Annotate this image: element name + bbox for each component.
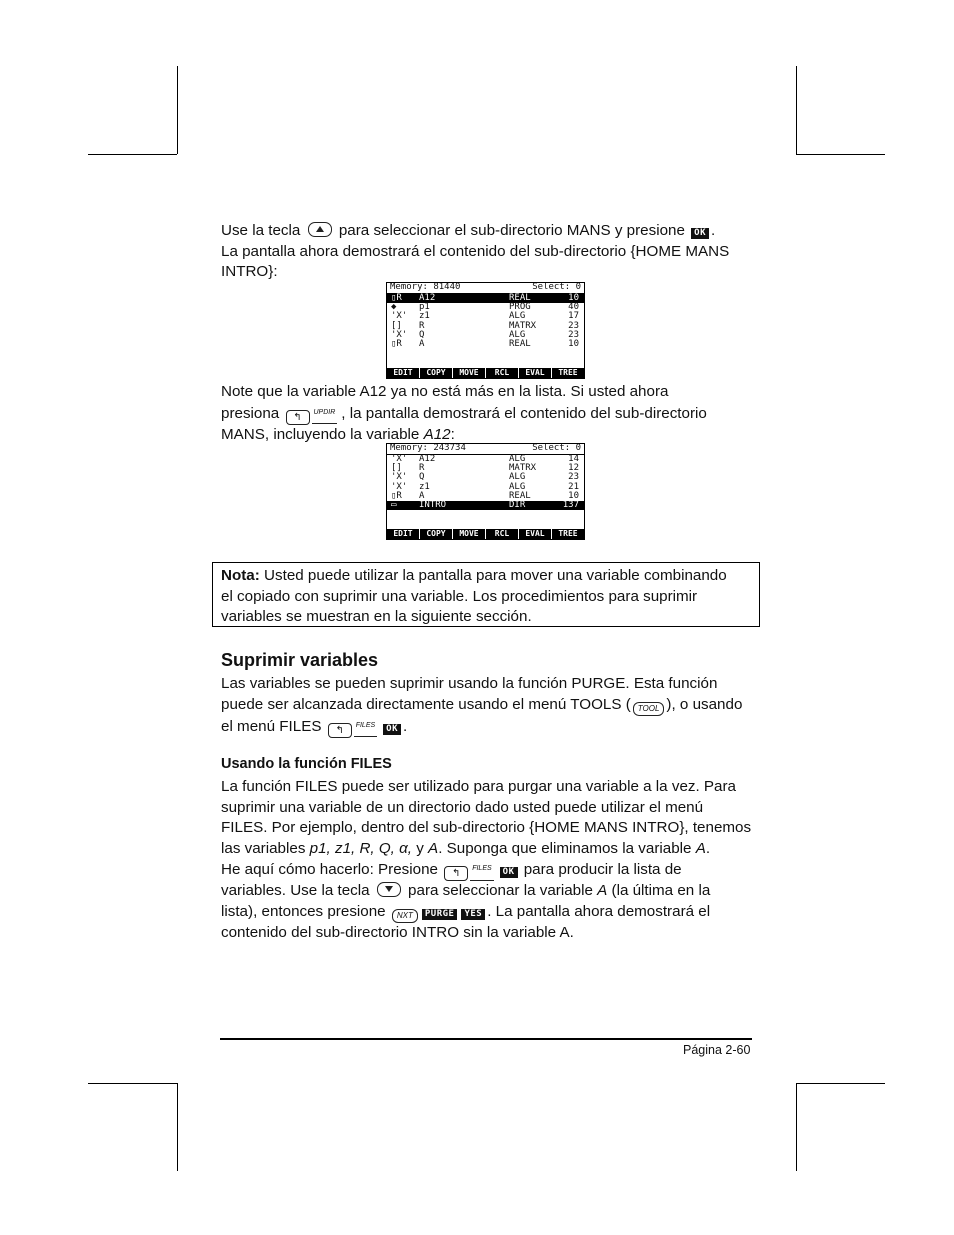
softkey-menu (387, 368, 584, 378)
sub-line-6 (221, 881, 761, 902)
text: , la pantalla demostrará el contenido del sub-directorio (341, 404, 707, 422)
var-type: MATRX (509, 463, 537, 474)
type-icon: 'X' (391, 481, 408, 492)
text: . (403, 717, 408, 735)
sub-line-3: FILES. Por ejemplo, dentro del sub-directorio {HOME MANS INTRO}, tenemos (221, 819, 752, 837)
text: MANS, incluyendo la variable (221, 425, 424, 443)
crop-mark (796, 1083, 885, 1084)
calculator-screen-2 (386, 443, 585, 540)
calculator-screen-1 (386, 282, 585, 379)
ok-softkey-icon: OK (500, 867, 518, 878)
ok-softkey-icon: OK (383, 724, 401, 735)
softkey-tree: TREE (552, 368, 584, 378)
type-icon: [] (391, 320, 402, 331)
var-type: DIR (509, 499, 526, 510)
var-size: 137 (562, 499, 579, 510)
note-box (212, 562, 760, 627)
yes-softkey-icon: YES (461, 909, 485, 920)
type-icon: 'X' (391, 454, 408, 464)
sub-line-5 (221, 859, 761, 881)
softkey-menu (387, 529, 584, 539)
text: el menú FILES (221, 717, 322, 735)
var-name: R (419, 463, 425, 474)
crop-mark (177, 1083, 178, 1171)
note-label: Nota: (221, 567, 260, 584)
section-heading: Suprimir variables (221, 650, 379, 670)
paragraph-2 (221, 382, 761, 445)
select-readout: Select: 0 (532, 443, 581, 453)
softkey-rcl: RCL (486, 529, 519, 539)
list-item (387, 455, 584, 464)
note-line-3: variables se muestran en la siguiente sección. (221, 608, 532, 626)
softkey-tree: TREE (552, 529, 584, 539)
variable-list (387, 294, 584, 349)
var-size: 17 (568, 311, 579, 322)
left-shift-key-icon: ↰ (328, 723, 352, 738)
var-type: PROG (509, 302, 531, 313)
type-icon: ▭ (391, 499, 397, 510)
intro-line-3: INTRO}: (221, 263, 278, 281)
var-name: R (419, 320, 425, 331)
up-arrow-key-icon (308, 222, 332, 237)
var-name: A12 (419, 293, 436, 303)
var-name: Q (419, 472, 425, 483)
text: las variables (221, 839, 310, 857)
var-type: ALG (509, 481, 526, 492)
var-name: A (419, 338, 425, 349)
footer-rule (220, 1038, 752, 1040)
var-type: REAL (509, 338, 531, 349)
var-name: INTRO (419, 499, 447, 510)
text: presiona (221, 404, 280, 422)
updir-label: UPDIR (312, 403, 338, 425)
text: He aquí cómo hacerlo: Presione (221, 861, 438, 879)
nxt-key-icon: NXT (392, 909, 418, 923)
var-type: MATRX (509, 320, 537, 331)
purge-softkey-icon: PURGE (422, 909, 458, 920)
text: . (711, 222, 716, 239)
type-icon: 'X' (391, 472, 408, 483)
var-size: 23 (568, 329, 579, 340)
var-size: 40 (568, 302, 579, 313)
list-item (387, 483, 584, 492)
text: : (450, 425, 455, 443)
variable-name: A12 (423, 425, 451, 443)
left-shift-key-icon: ↰ (444, 866, 468, 881)
list-item (387, 322, 584, 331)
var-name: z1 (419, 311, 430, 322)
section-paragraph (221, 674, 761, 738)
down-arrow-key-icon (377, 882, 401, 897)
list-item (387, 492, 584, 501)
type-icon: 'X' (391, 329, 408, 340)
type-icon: 'X' (391, 311, 408, 322)
crop-mark (796, 154, 885, 155)
text: para seleccionar la variable (408, 882, 598, 900)
subsection-paragraph (221, 777, 761, 944)
sub-line-1: La función FILES puede ser utilizado para purgar una variable a la vez. Para (221, 778, 737, 795)
list-item (387, 303, 584, 312)
list-item (387, 464, 584, 473)
softkey-rcl: RCL (486, 368, 519, 378)
var-size: 23 (568, 472, 579, 483)
sec-line-2 (221, 695, 761, 716)
crop-mark (88, 1083, 177, 1084)
sub-line-8: contenido del sub-directorio INTRO sin la variable A. (221, 923, 574, 941)
list-item (387, 501, 584, 510)
var-size: 10 (568, 338, 579, 349)
variable-name: A (597, 882, 608, 900)
text: (la última en la (607, 882, 711, 900)
type-icon: ▯R (391, 338, 402, 349)
crop-mark (177, 66, 178, 154)
memory-readout: Memory: 81440 (390, 282, 461, 292)
var-name: A (419, 490, 425, 501)
screen-header (387, 283, 584, 294)
text: para producir la lista de (523, 861, 682, 879)
variable-list-text: p1, z1, R, Q, α, (309, 839, 412, 857)
sec-line-3 (221, 716, 761, 738)
subsection-heading: Usando la función FILES (221, 756, 392, 772)
left-shift-key-icon: ↰ (286, 410, 310, 425)
type-icon: ▯R (391, 490, 402, 501)
var-size: 21 (568, 481, 579, 492)
files-label: FILES (354, 716, 377, 738)
memory-readout: Memory: 243734 (390, 443, 466, 453)
intro-line-2: La pantalla ahora demostrará el contenido del sub-directorio {HOME MANS (221, 242, 730, 260)
var-size: 12 (568, 463, 579, 474)
var-name: p1 (419, 302, 430, 313)
variable-name: A (695, 839, 706, 857)
page-number: Página 2-60 (683, 1043, 751, 1057)
var-size: 10 (568, 293, 579, 303)
files-label: FILES (470, 859, 493, 881)
sub-line-2: suprimir una variable de un directorio dado usted puede utilizar el menú (221, 798, 704, 816)
intro-line-1 (221, 221, 761, 242)
list-item (387, 312, 584, 321)
text: variables. Use la tecla (221, 882, 370, 900)
var-name: A12 (419, 454, 436, 464)
text: Use la tecla (221, 222, 301, 239)
var-type: ALG (509, 329, 526, 340)
sub-line-4 (221, 839, 761, 860)
p2-line-2 (221, 403, 761, 425)
var-size: 10 (568, 490, 579, 501)
type-icon: ▯R (391, 293, 402, 303)
var-name: z1 (419, 481, 430, 492)
note-line-1 (221, 566, 751, 587)
var-type: REAL (509, 293, 531, 303)
text: lista), entonces presione (221, 902, 386, 920)
softkey-eval: EVAL (519, 368, 552, 378)
sub-line-7 (221, 902, 761, 923)
screen-header (387, 444, 584, 455)
text: . (705, 839, 711, 857)
list-item (387, 331, 584, 340)
text: para seleccionar el sub-directorio MANS y presione (338, 222, 685, 239)
text: y (412, 839, 429, 857)
crop-mark (796, 1083, 797, 1171)
tool-key-icon: TOOL (633, 702, 665, 716)
text: . La pantalla ahora demostrará el (487, 902, 711, 920)
softkey-edit: EDIT (387, 368, 420, 378)
text: . Suponga que eliminamos la variable (438, 839, 696, 857)
type-icon: ◆ (391, 302, 397, 313)
crop-mark (796, 66, 797, 154)
sec-line-1: Las variables se pueden suprimir usando la función PURGE. Esta función (221, 675, 718, 692)
text: puede ser alcanzada directamente usando el menú TOOLS ( (221, 695, 631, 713)
crop-mark (88, 154, 177, 155)
softkey-move: MOVE (453, 368, 486, 378)
intro-paragraph (221, 221, 761, 283)
variable-list (387, 455, 584, 510)
var-type: ALG (509, 454, 526, 464)
softkey-move: MOVE (453, 529, 486, 539)
var-type: ALG (509, 472, 526, 483)
note-line-2: el copiado con suprimir una variable. Los procedimientos para suprimir (221, 587, 698, 605)
softkey-eval: EVAL (519, 529, 552, 539)
variable-name: A (428, 839, 439, 857)
p2-line-1: Note que la variable A12 ya no está más en la lista. Si usted ahora (221, 383, 669, 400)
list-item (387, 340, 584, 349)
var-size: 14 (568, 454, 579, 464)
var-type: REAL (509, 490, 531, 501)
var-type: ALG (509, 311, 526, 322)
softkey-copy: COPY (420, 529, 453, 539)
text: Usted puede utilizar la pantalla para mover una variable combinando (259, 567, 727, 584)
text: ), o usando (666, 695, 743, 713)
type-icon: [] (391, 463, 402, 474)
list-item (387, 294, 584, 303)
softkey-edit: EDIT (387, 529, 420, 539)
list-item (387, 473, 584, 482)
softkey-copy: COPY (420, 368, 453, 378)
ok-softkey-icon: OK (691, 228, 709, 239)
select-readout: Select: 0 (532, 282, 581, 292)
var-size: 23 (568, 320, 579, 331)
var-name: Q (419, 329, 425, 340)
